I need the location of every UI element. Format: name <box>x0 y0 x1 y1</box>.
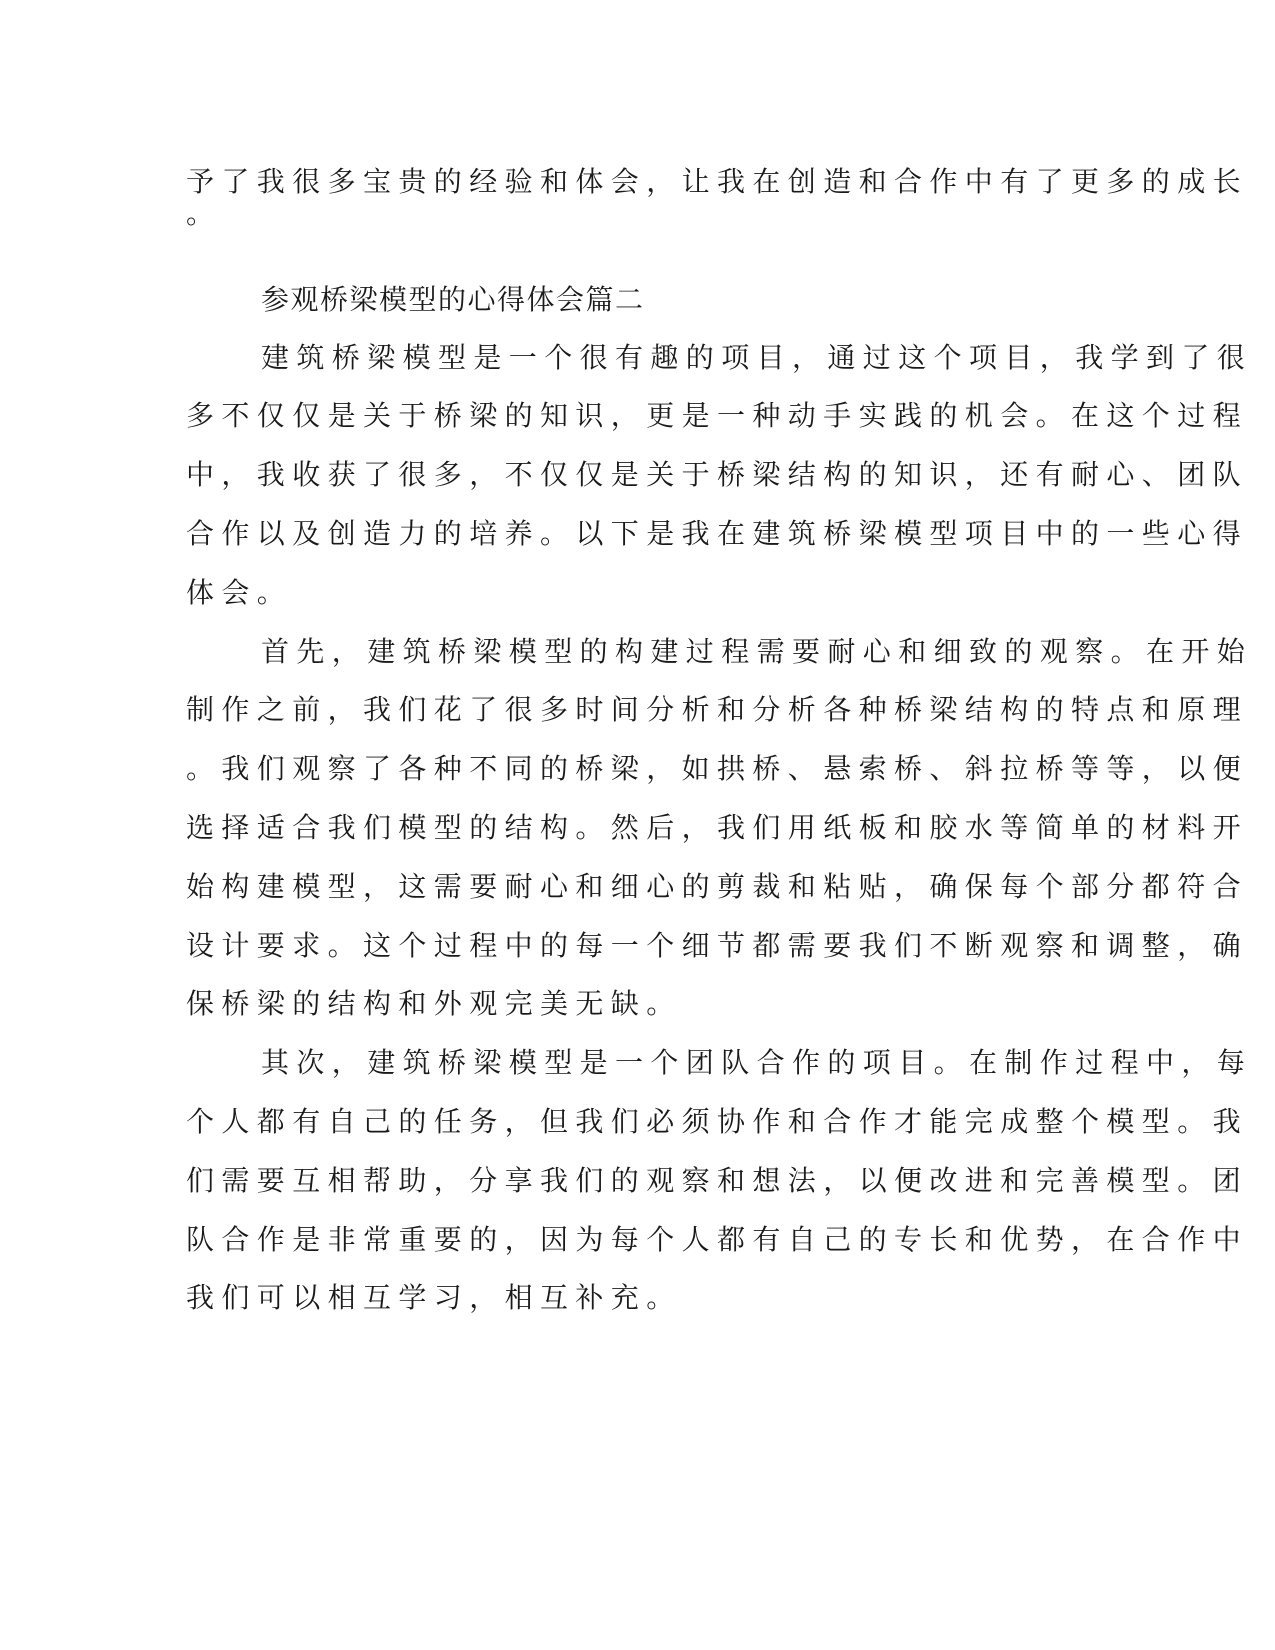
text-line: 中，我收获了很多，不仅仅是关于桥梁结构的知识，还有耐心、团队 <box>186 458 1249 491</box>
text-line: 保桥梁的结构和外观完美无缺。 <box>186 987 682 1020</box>
text-line: 个人都有自己的任务，但我们必须协作和合作才能完成整个模型。我 <box>186 1105 1249 1138</box>
text-line: 制作之前，我们花了很多时间分析和分析各种桥梁结构的特点和原理 <box>186 693 1249 726</box>
text-line: 我们可以相互学习，相互补充。 <box>186 1281 682 1314</box>
text-line: 首先，建筑桥梁模型的构建过程需要耐心和细致的观察。在开始 <box>261 635 1253 668</box>
text-line: 队合作是非常重要的，因为每个人都有自己的专长和优势，在合作中 <box>186 1223 1249 1256</box>
text-line: 选择适合我们模型的结构。然后，我们用纸板和胶水等简单的材料开 <box>186 811 1249 844</box>
text-line: 多不仅仅是关于桥梁的知识，更是一种动手实践的机会。在这个过程 <box>186 399 1249 432</box>
text-line: 。我们观察了各种不同的桥梁，如拱桥、悬索桥、斜拉桥等等，以便 <box>186 752 1249 785</box>
text-line: 始构建模型，这需要耐心和细心的剪裁和粘贴，确保每个部分都符合 <box>186 870 1249 903</box>
text-line: 其次，建筑桥梁模型是一个团队合作的项目。在制作过程中，每 <box>261 1046 1253 1079</box>
text-line: 予了我很多宝贵的经验和体会，让我在创造和合作中有了更多的成长 <box>186 165 1249 198</box>
text-line: 。 <box>186 197 222 230</box>
text-line: 建筑桥梁模型是一个很有趣的项目，通过这个项目，我学到了很 <box>261 341 1253 374</box>
text-line: 体会。 <box>186 576 293 609</box>
text-line: 们需要互相帮助，分享我们的观察和想法，以便改进和完善模型。团 <box>186 1164 1249 1197</box>
text-line: 合作以及创造力的培养。以下是我在建筑桥梁模型项目中的一些心得 <box>186 517 1249 550</box>
text-line: 设计要求。这个过程中的每一个细节都需要我们不断观察和调整，确 <box>186 929 1249 962</box>
section-heading: 参观桥梁模型的心得体会篇二 <box>261 283 645 316</box>
